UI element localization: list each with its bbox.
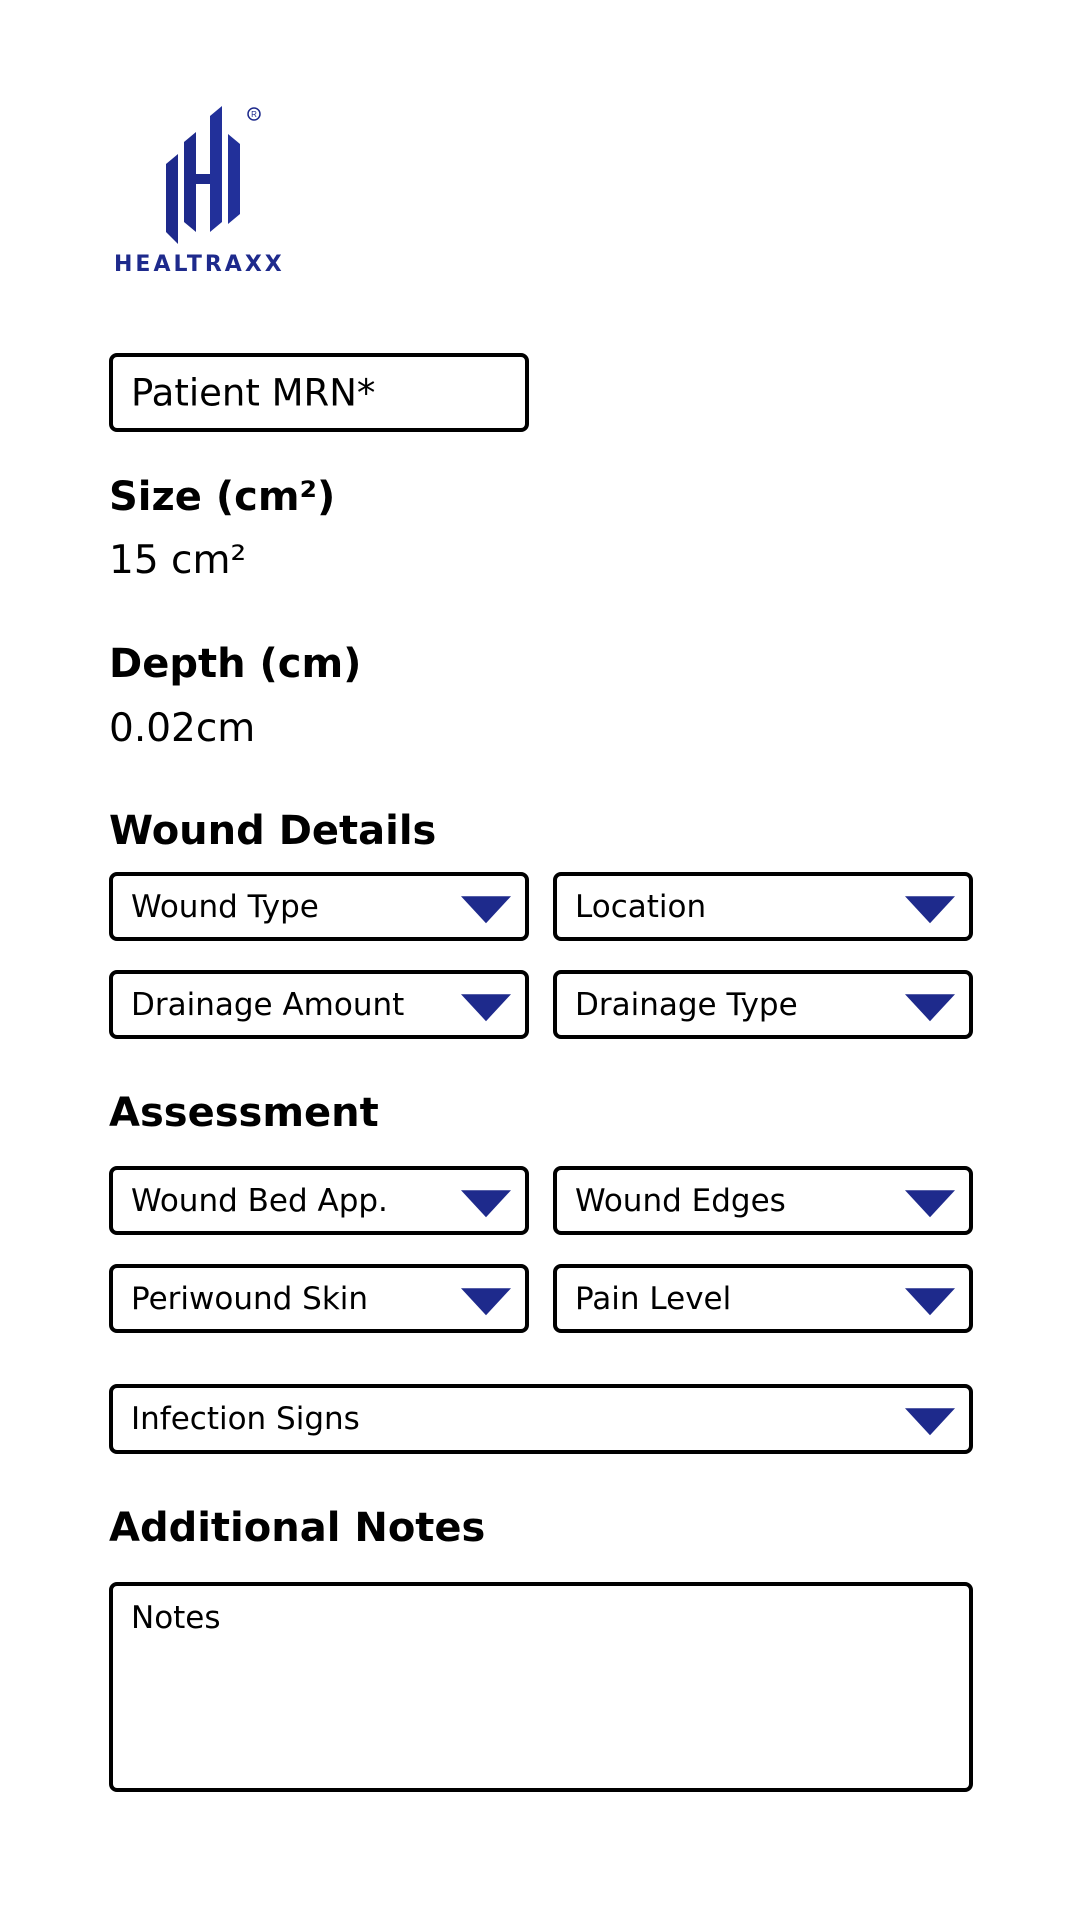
chevron-down-icon (461, 1190, 511, 1217)
dropdown-label: Periwound Skin (131, 1280, 369, 1317)
size-value: 15 cm² (109, 538, 247, 583)
periwound-skin-dropdown[interactable] (109, 1264, 529, 1333)
size-label: Size (cm²) (109, 474, 336, 520)
svg-text:R: R (251, 110, 257, 119)
dropdown-label: Pain Level (575, 1280, 732, 1317)
patient-mrn-input[interactable] (109, 353, 529, 432)
chevron-down-icon (905, 994, 955, 1021)
depth-label: Depth (cm) (109, 641, 362, 687)
dropdown-label: Infection Signs (131, 1401, 360, 1437)
wound-type-dropdown[interactable] (109, 872, 529, 941)
dropdown-label: Wound Type (131, 888, 319, 925)
notes-textarea[interactable] (109, 1582, 973, 1792)
additional-notes-heading: Additional Notes (109, 1505, 486, 1551)
wound-edges-dropdown[interactable] (553, 1166, 973, 1235)
chevron-down-icon (905, 896, 955, 923)
assessment-heading: Assessment (109, 1090, 379, 1136)
dropdown-label: Wound Edges (575, 1182, 786, 1219)
chevron-down-icon (905, 1408, 955, 1435)
chevron-down-icon (461, 994, 511, 1021)
depth-value: 0.02cm (109, 706, 256, 751)
dropdown-label: Wound Bed App. (131, 1182, 388, 1219)
healtraxx-logo (114, 104, 284, 280)
dropdown-label: Drainage Type (575, 986, 798, 1023)
drainage-type-dropdown[interactable] (553, 970, 973, 1039)
wound-bed-dropdown[interactable] (109, 1166, 529, 1235)
notes-placeholder: Notes (131, 1600, 221, 1636)
logo-text: HEALTRAXX (114, 252, 285, 277)
logo-h-icon (114, 104, 284, 244)
dropdown-label: Drainage Amount (131, 986, 405, 1023)
patient-mrn-placeholder: Patient MRN* (131, 371, 376, 414)
infection-signs-dropdown[interactable] (109, 1384, 973, 1454)
location-dropdown[interactable] (553, 872, 973, 941)
wound-details-heading: Wound Details (109, 808, 437, 854)
pain-level-dropdown[interactable] (553, 1264, 973, 1333)
chevron-down-icon (905, 1288, 955, 1315)
dropdown-label: Location (575, 888, 707, 925)
chevron-down-icon (461, 1288, 511, 1315)
chevron-down-icon (461, 896, 511, 923)
drainage-amount-dropdown[interactable] (109, 970, 529, 1039)
chevron-down-icon (905, 1190, 955, 1217)
